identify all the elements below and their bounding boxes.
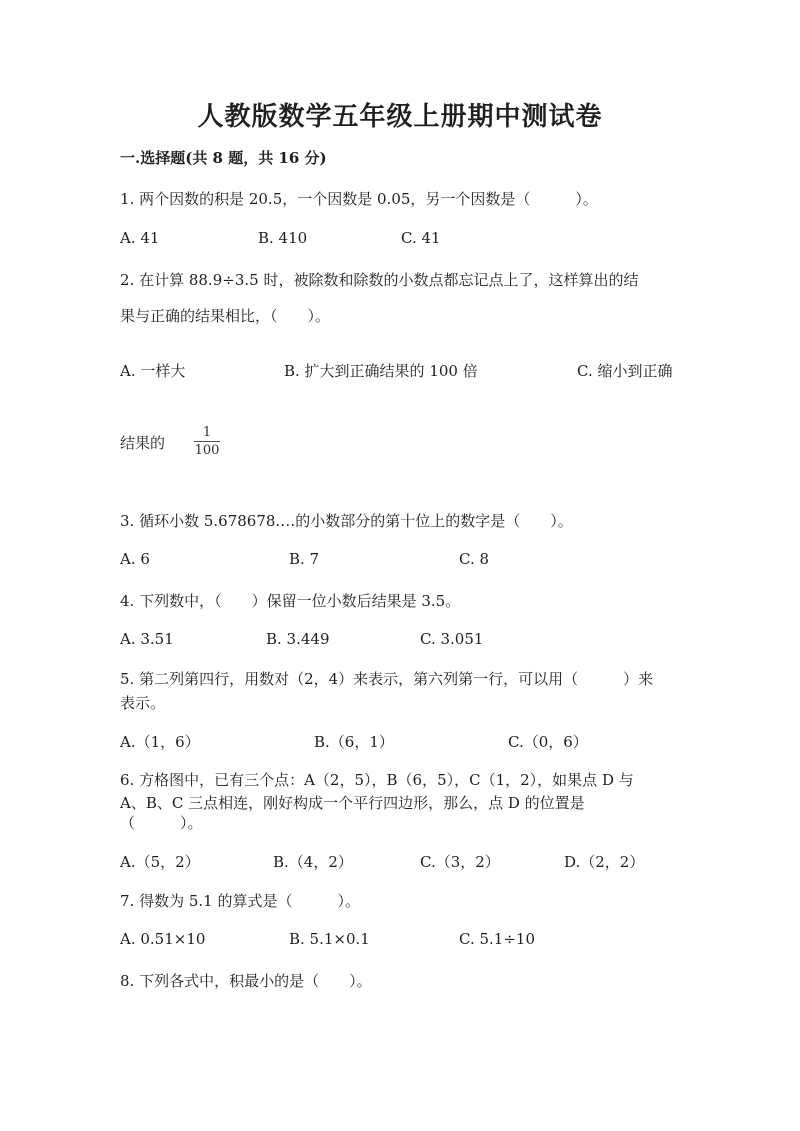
question-2-text-line-2: 果与正确的结果相比，（ ）。 bbox=[120, 307, 331, 325]
question-2-option-b: B. 扩大到正确结果的 100 倍 bbox=[284, 362, 478, 380]
fraction-denominator: 100 bbox=[194, 443, 220, 458]
question-6-text-line-2: A、B、C 三点相连，刚好构成一个平行四边形，那么，点 D 的位置是 bbox=[120, 794, 585, 812]
question-3-option-c: C. 8 bbox=[459, 550, 490, 568]
question-3-text: 3. 循环小数 5.678678.…的小数部分的第十位上的数字是（ ）。 bbox=[120, 512, 573, 530]
question-4-option-c: C. 3.051 bbox=[420, 630, 484, 648]
section-heading: 一.选择题(共 8 题，共 16 分) bbox=[120, 149, 327, 167]
question-1-option-b: B. 410 bbox=[258, 229, 308, 247]
question-1-option-a: A. 41 bbox=[120, 229, 160, 247]
fraction-bar bbox=[194, 441, 220, 442]
question-7-option-c: C. 5.1÷10 bbox=[459, 930, 535, 948]
question-5-option-c: C.（0，6） bbox=[508, 733, 588, 751]
question-3-option-b: B. 7 bbox=[289, 550, 320, 568]
fraction-one-hundredth bbox=[192, 425, 222, 458]
question-3-option-a: A. 6 bbox=[120, 550, 150, 568]
question-6-option-a: A.（5，2） bbox=[120, 853, 200, 871]
question-2-text-line-1: 2. 在计算 88.9÷3.5 时，被除数和除数的小数点都忘记点上了，这样算出的结 bbox=[120, 271, 639, 289]
question-7-option-b: B. 5.1×0.1 bbox=[289, 930, 370, 948]
question-8-text: 8. 下列各式中，积最小的是（ ）。 bbox=[120, 972, 372, 990]
question-6-option-b: B.（4，2） bbox=[273, 853, 353, 871]
page-title: 人教版数学五年级上册期中测试卷 bbox=[197, 102, 603, 132]
question-5-text-line-2: 表示。 bbox=[120, 694, 166, 712]
question-5-option-b: B.（6，1） bbox=[314, 733, 394, 751]
question-1-text: 1. 两个因数的积是 20.5，一个因数是 0.05，另一个因数是（ ）。 bbox=[120, 190, 598, 208]
question-2-option-c: C. 缩小到正确 bbox=[577, 362, 673, 380]
question-5-option-a: A.（1，6） bbox=[120, 733, 200, 751]
question-7-option-a: A. 0.51×10 bbox=[120, 930, 206, 948]
question-2-option-a: A. 一样大 bbox=[120, 362, 186, 380]
question-2-option-c-continuation: 结果的 bbox=[120, 434, 166, 452]
question-4-option-b: B. 3.449 bbox=[266, 630, 330, 648]
question-6-text-line-3: （ ）。 bbox=[120, 814, 203, 832]
question-7-text: 7. 得数为 5.1 的算式是（ ）。 bbox=[120, 892, 360, 910]
question-4-option-a: A. 3.51 bbox=[120, 630, 174, 648]
fraction-numerator: 1 bbox=[202, 425, 212, 440]
question-5-text-line-1: 5. 第二列第四行，用数对（2，4）来表示，第六列第一行，可以用（ ）来 bbox=[120, 670, 654, 688]
question-4-text: 4. 下列数中，（ ）保留一位小数后结果是 3.5。 bbox=[120, 592, 461, 610]
question-6-option-d: D.（2，2） bbox=[564, 853, 645, 871]
question-1-option-c: C. 41 bbox=[401, 229, 441, 247]
question-6-option-c: C.（3，2） bbox=[420, 853, 500, 871]
question-6-text-line-1: 6. 方格图中，已有三个点：A（2，5），B（6，5），C（1，2），如果点 D 与 bbox=[120, 771, 634, 789]
